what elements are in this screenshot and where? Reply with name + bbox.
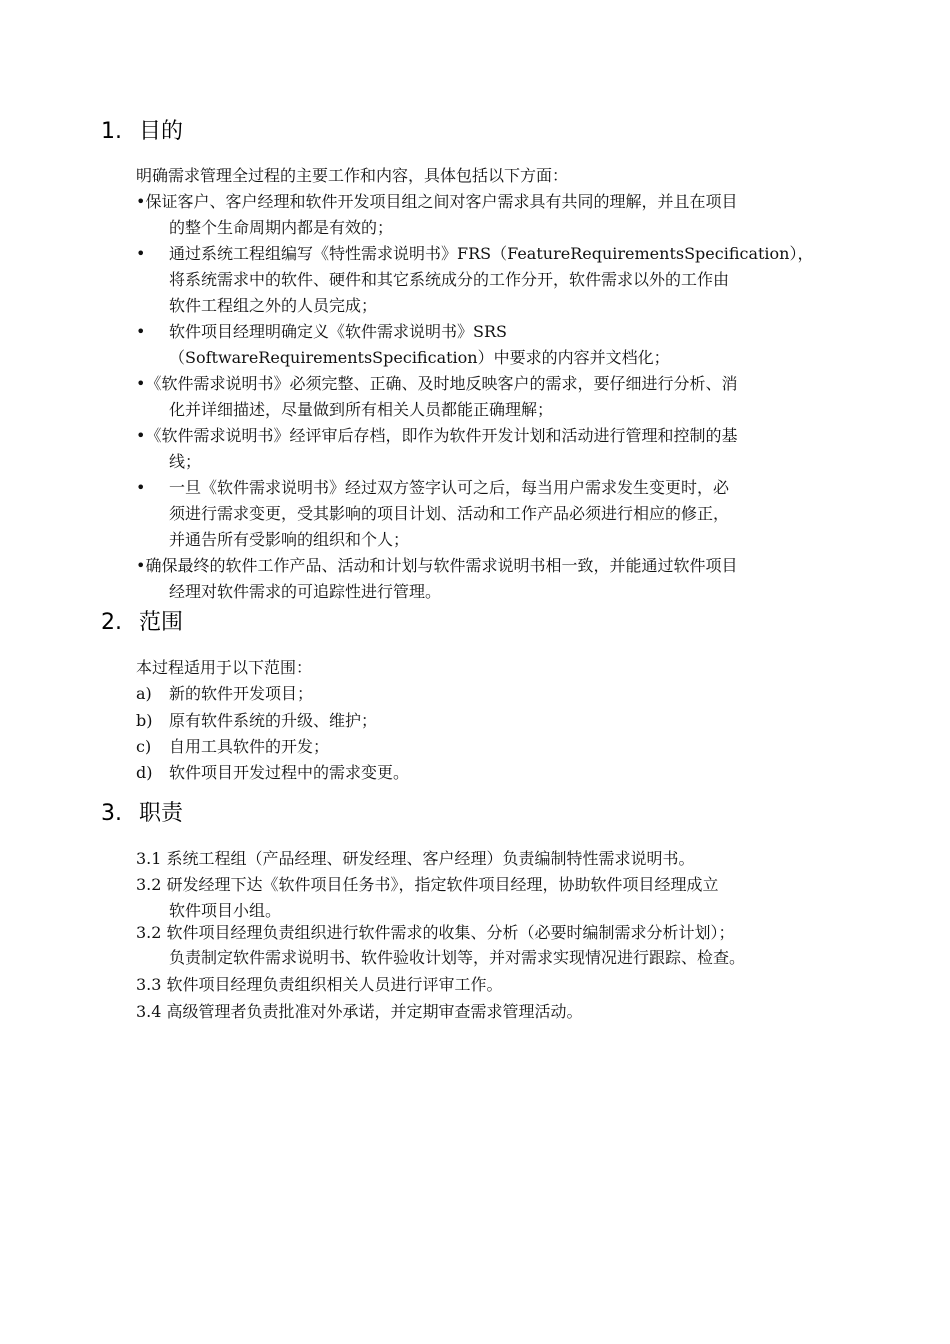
section-1-intro: 明确需求管理全过程的主要工作和内容，具体包括以下方面： [136, 166, 569, 185]
purpose-item-line: 将系统需求中的软件、硬件和其它系统成分的工作分开，软件需求以外的工作由 [169, 270, 730, 289]
list-marker: d) [136, 763, 153, 782]
scope-item-text: 原有软件系统的升级、维护； [169, 711, 378, 730]
purpose-item-line: 经理对软件需求的可追踪性进行管理。 [169, 582, 442, 601]
purpose-item-line: 的整个生命周期内都是有效的； [169, 218, 394, 237]
section-1-title: 目的 [139, 119, 184, 144]
section-2-heading [101, 608, 183, 638]
purpose-item-line: 化并详细描述，尽量做到所有相关人员都能正确理解； [169, 400, 554, 419]
purpose-item-line: 《软件需求说明书》必须完整、正确、及时地反映客户的需求，要仔细进行分析、消 [145, 374, 738, 393]
responsibility-line: 3.3 软件项目经理负责组织相关人员进行评审工作。 [136, 975, 503, 994]
section-2-intro: 本过程适用于以下范围： [136, 658, 313, 677]
section-2-number: 2. [101, 610, 122, 635]
section-2-title: 范围 [139, 610, 184, 635]
bullet-marker: • [136, 244, 146, 263]
purpose-item-line: 确保最终的软件工作产品、活动和计划与软件需求说明书相一致，并能通过软件项目 [145, 556, 738, 575]
bullet-marker: • [136, 374, 146, 393]
purpose-item-line: 通过系统工程组编写《特性需求说明书》FRS（FeatureRequirementsSpecification）， [169, 244, 814, 263]
responsibility-line: 软件项目小组。 [169, 901, 282, 920]
purpose-item-line: 《软件需求说明书》经评审后存档，即作为软件开发计划和活动进行管理和控制的基 [145, 426, 738, 445]
list-marker: c) [136, 737, 152, 756]
purpose-item-line: 线； [169, 452, 202, 471]
bullet-marker: • [136, 478, 146, 497]
scope-item-text: 新的软件开发项目； [169, 684, 314, 703]
responsibility-line: 负责制定软件需求说明书、软件验收计划等，并对需求实现情况进行跟踪、检查。 [169, 948, 746, 967]
purpose-item-line: 并通告所有受影响的组织和个人； [169, 530, 410, 549]
bullet-marker: • [136, 426, 146, 445]
section-3-heading [101, 799, 183, 829]
responsibility-line: 3.2 研发经理下达《软件项目任务书》，指定软件项目经理，协助软件项目经理成立 [136, 875, 719, 894]
responsibility-line: 3.4 高级管理者负责批准对外承诺，并定期审查需求管理活动。 [136, 1002, 583, 1021]
list-marker: a) [136, 684, 152, 703]
scope-item-text: 自用工具软件的开发； [169, 737, 330, 756]
purpose-item-line: 软件工程组之外的人员完成； [169, 296, 378, 315]
purpose-item-line: 软件项目经理明确定义《软件需求说明书》SRS [169, 322, 507, 341]
purpose-item-line: 一旦《软件需求说明书》经过双方签字认可之后，每当用户需求发生变更时，必 [169, 478, 730, 497]
purpose-item-line: 保证客户、客户经理和软件开发项目组之间对客户需求具有共同的理解，并且在项目 [145, 192, 738, 211]
bullet-marker: • [136, 556, 146, 575]
section-1-number: 1. [101, 119, 122, 144]
section-3-number: 3. [101, 801, 122, 826]
scope-item-text: 软件项目开发过程中的需求变更。 [169, 763, 410, 782]
purpose-item-line: （SoftwareRequirementsSpecification）中要求的内容并文档化； [169, 348, 670, 367]
purpose-item-line: 须进行需求变更，受其影响的项目计划、活动和工作产品必须进行相应的修正， [169, 504, 730, 523]
list-marker: b) [136, 711, 153, 730]
section-3-title: 职责 [139, 801, 184, 826]
section-1-heading [101, 117, 183, 147]
bullet-marker: • [136, 192, 146, 211]
responsibility-line: 3.1 系统工程组（产品经理、研发经理、客户经理）负责编制特性需求说明书。 [136, 849, 695, 868]
responsibility-line: 3.2 软件项目经理负责组织进行软件需求的收集、分析（必要时编制需求分析计划）； [136, 923, 735, 942]
bullet-marker: • [136, 322, 146, 341]
